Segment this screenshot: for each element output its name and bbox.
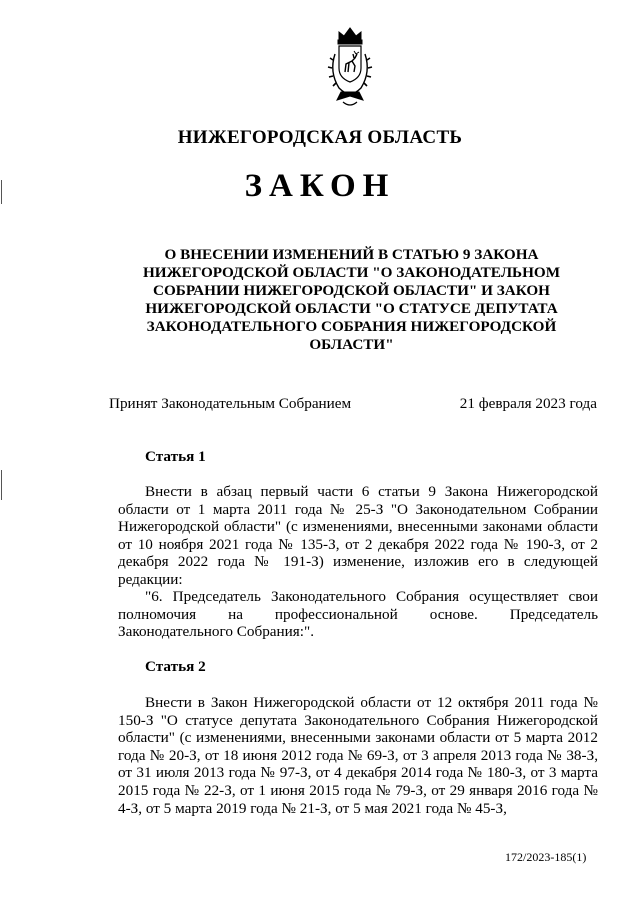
coat-of-arms-icon [319, 24, 381, 112]
document-type: ЗАКОН [244, 168, 396, 204]
adopted-date: 21 февраля 2023 года [459, 395, 597, 412]
article-1-title: Статья 1 [145, 448, 206, 465]
scan-mark [1, 180, 2, 204]
adoption-line [109, 395, 597, 413]
scan-mark [1, 470, 2, 500]
law-title: О ВНЕСЕНИИ ИЗМЕНЕНИЙ В СТАТЬЮ 9 ЗАКОНА НИЖЕГОРОДСКОЙ ОБЛАСТИ "О ЗАКОНОДАТЕЛЬНОМ СОБРАНИИ НИЖЕГОРОДСКОЙ ОБЛАСТИ" И ЗАКОН НИЖЕГОРОДСКОЙ ОБЛАСТИ "О СТАТУСЕ ДЕПУТАТА ЗАКОНОДАТЕЛЬНОГО СОБРАНИЯ НИЖЕГОРОДСКОЙ ОБЛАСТИ" [142, 246, 561, 353]
region-name: НИЖЕГОРОДСКАЯ ОБЛАСТЬ [177, 127, 463, 148]
article-1-quote: "6. Председатель Законодательного Собрания осуществляет свои полномочия на профессиональной основе. Председатель Законодательного Собрания:". [118, 588, 598, 641]
article-1-paragraph: Внести в абзац первый части 6 статьи 9 Закона Нижегородской области от 1 марта 2011 года № 25-З "О Законодательном Собрании Нижегородской области" (с изменениями, внесенными законами области от 10 ноября 2021 года № 135-З, от 2 декабря 2022 года № 190-З, от 2 декабря 2022 года № 191-З) изменение, изложив его в следующей редакции: [118, 483, 598, 588]
article-2-paragraph: Внести в Закон Нижегородской области от 12 октября 2011 года № 150-З "О статусе депутата Законодательного Собрания Нижегородской области" (с изменениями, внесенными законами области от 5 марта 2012 года № 20-З, от 18 июня 2012 года № 69-З, от 3 апреля 2013 года № 38-З, от 31 июля 2013 года № 97-З, от 4 декабря 2014 года № 180-З, от 3 марта 2015 года № 22-З, от 1 июня 2015 года № 79-З, от 29 января 2016 года № 4-З, от 5 марта 2019 года № 21-З, от 5 мая 2021 года № 45-З, [118, 694, 598, 817]
adopted-by: Принят Законодательным Собранием [109, 395, 352, 412]
document-number: 172/2023-185(1) [505, 850, 587, 864]
article-2-title: Статья 2 [145, 658, 206, 675]
